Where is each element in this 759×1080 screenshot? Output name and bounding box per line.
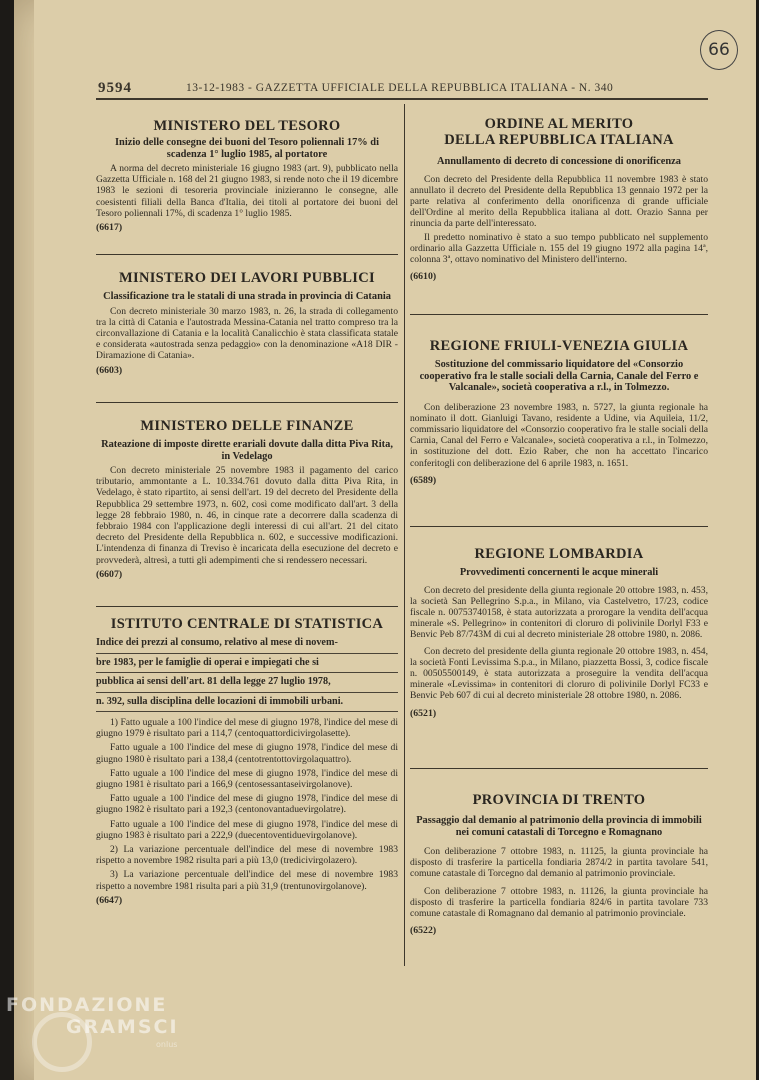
handwritten-page-mark: 66 bbox=[700, 30, 738, 70]
section-title: REGIONE LOMBARDIA bbox=[474, 546, 644, 562]
section-body: Con deliberazione 7 ottobre 1983, n. 11125, la giunta provinciale ha disposto di trasferire la particella fondiaria 2874/2 in partita tavolare 541, comune catastale di Torcegno dal demanio al patrimonio provinciale. bbox=[410, 846, 708, 880]
list-item: 1) Fatto uguale a 100 l'indice del mese di giugno 1978, l'indice del mese di giugno 1979 è risultato pari a 114,7 (centoquattordicivirgolasette). bbox=[96, 717, 398, 740]
section-subtitle: Annullamento di decreto di concessione di onorificenza bbox=[437, 156, 681, 167]
section-subtitle: Inizio delle consegne dei buoni del Tesoro poliennali 17% di scadenza 1° luglio 1985, al portatore bbox=[115, 137, 379, 160]
watermark bbox=[6, 992, 206, 1072]
section-separator bbox=[96, 606, 398, 607]
section-trento bbox=[410, 792, 708, 936]
subtitle-line: bre 1983, per le famiglie di operai e impiegati che si bbox=[96, 654, 398, 674]
right-column bbox=[410, 104, 708, 974]
watermark-line3: onlus bbox=[156, 1040, 178, 1049]
section-tesoro bbox=[96, 118, 398, 233]
section-title: MINISTERO DEI LAVORI PUBBLICI bbox=[119, 270, 375, 286]
section-body: Il predetto nominativo è stato a suo tempo pubblicato nel supplemento ordinario alla Gazzetta Ufficiale n. 155 del 19 giugno 1972 alla pagina 14ª, colonna 3ª, ottavo nominativo del Ministero dell'interno. bbox=[410, 231, 708, 265]
section-istat bbox=[96, 616, 398, 906]
section-title: ISTITUTO CENTRALE DI STATISTICA bbox=[110, 616, 384, 632]
section-title: MINISTERO DELLE FINANZE bbox=[140, 418, 354, 434]
section-finanze bbox=[96, 418, 398, 580]
watermark-line1: FONDAZIONE bbox=[6, 994, 168, 1016]
section-subtitle: Sostituzione del commissario liquidatore del «Consorzio cooperativo fra le stalle sociali della Carnia, Canale del Ferro e Valcanale», società cooperativa a r.l., in Tolmezzo. bbox=[419, 359, 699, 393]
section-body: Con deliberazione 23 novembre 1983, n. 5727, la giunta regionale ha nominato il dott. Gianluigi Tavano, residente a Udine, via Aquileia, 11/2, commissario liquidatore del «Consorzio cooperativo fra le stalle sociali della Carnia, Canal del Ferro e Valcanale», società cooperativa a r.l., in Tolmezzo, in sostituzione del dott. Ezio Raber, che non ha accettato l'incarico conferitogli con deliberazione del 6 aprile 1983, n. 1651. bbox=[410, 401, 708, 469]
section-separator bbox=[96, 254, 398, 255]
section-title-line2: DELLA REPUBBLICA ITALIANA bbox=[444, 132, 674, 148]
section-lombardia bbox=[410, 546, 708, 719]
section-ref: (6647) bbox=[96, 894, 123, 906]
section-subtitle bbox=[96, 634, 398, 712]
section-ref: (6610) bbox=[410, 271, 437, 283]
section-ref: (6522) bbox=[410, 925, 437, 937]
section-subtitle: Rateazione di imposte dirette erariali dovute dalla ditta Piva Rita, in Vedelago bbox=[101, 439, 393, 462]
list-item: Fatto uguale a 100 l'indice del mese di giugno 1978, l'indice del mese di giugno 1983 è risultato pari a 222,9 (duecentoventiduevirgolanove). bbox=[96, 818, 398, 841]
section-separator bbox=[410, 768, 708, 769]
section-subtitle: Classificazione tra le statali di una strada in provincia di Catania bbox=[103, 291, 391, 302]
watermark-line2: GRAMSCI bbox=[66, 1016, 179, 1038]
section-ref: (6607) bbox=[96, 568, 123, 580]
section-title: PROVINCIA DI TRENTO bbox=[472, 792, 646, 808]
page-number: 9594 bbox=[98, 80, 132, 96]
list-item: Fatto uguale a 100 l'indice del mese di giugno 1978, l'indice del mese di giugno 1982 è risultato pari a 192,3 (centonovantaduevirgolatre). bbox=[96, 793, 398, 816]
section-separator bbox=[410, 314, 708, 315]
section-body: Con decreto del Presidente della Repubblica 11 novembre 1983 è stato annullato il decreto del Presidente della Repubblica 13 gennaio 1972 per la parte relativa al conferimento della onorificenza di grande ufficiale dell'Ordine al merito della Repubblica italiana al dott. Orazio Sanna per rinuncia da parte dell'interessato. bbox=[410, 173, 708, 230]
section-body: Con decreto ministeriale 30 marzo 1983, n. 26, la strada di collegamento tra la città di Catania e l'autostrada Messina-Catania nel tratto compreso tra la circonvallazione di Catania e la località Canalicchio è stata classificata statale e considerata «autostrada senza pedaggio» con la denominazione «A18 DIR - Diramazione di Catania». bbox=[96, 305, 398, 362]
section-separator bbox=[410, 526, 708, 527]
section-ordine bbox=[410, 116, 708, 282]
list-item: 2) La variazione percentuale dell'indice del mese di novembre 1983 rispetto a novembre 1982 risulta pari a più 13,0 (tredicivirgolazero). bbox=[96, 844, 398, 867]
section-ref: (6589) bbox=[410, 474, 437, 486]
section-subtitle: Provvedimenti concernenti le acque minerali bbox=[459, 567, 659, 578]
left-column bbox=[96, 104, 398, 974]
section-friuli bbox=[410, 338, 708, 486]
section-body: Con decreto del presidente della giunta regionale 20 ottobre 1983, n. 453, la società San Pellegrino S.p.a., in Milano, via Castelvetro, 17/23, codice fiscale n. 00753740158, è stata autorizzata a prorogare la vendita dell'acqua minerale «S. Pellegrino» in contenitori di cloruro di polivinile Dorlyl F33 e Benvic Peb 87/743M di cui al decreto ministeriale 28 ottobre 1980, n. 2086. bbox=[410, 584, 708, 641]
section-body: Con decreto del presidente della giunta regionale 20 ottobre 1983, n. 454, la società Fonti Levissima S.p.a., in Milano, piazzetta Bossi, 3, codice fiscale n. 00505500149, è stata autorizzata a proseguire la vendita dell'acqua minerale «Levissima» in contenitori di cloruro di polivinile Dorlyl FC33 e Benvic Peb 607 di cui al decreto ministeriale 28 ottobre 1980, n. 2086. bbox=[410, 645, 708, 702]
section-lavori bbox=[96, 270, 398, 376]
subtitle-line: Indice dei prezzi al consumo, relativo al mese di novem- bbox=[96, 634, 398, 654]
header-line: 13-12-1983 - GAZZETTA UFFICIALE DELLA REPUBBLICA ITALIANA - N. 340 bbox=[186, 82, 614, 94]
subtitle-line: n. 392, sulla disciplina delle locazioni di immobili urbani. bbox=[96, 693, 398, 713]
section-body: A norma del decreto ministeriale 16 giugno 1983 (art. 9), pubblicato nella Gazzetta Ufficiale n. 168 del 21 giugno 1983, si rende noto che il 19 dicembre 1983 le sezioni di tesoreria provinciale inizieranno le consegne, alle coesistenti filiali della Banca d'Italia, dei titoli al portatore dei buoni del Tesoro poliennali 17%, di scadenza 1° luglio 1985. bbox=[96, 163, 398, 219]
section-ref: (6617) bbox=[96, 222, 123, 234]
section-title: MINISTERO DEL TESORO bbox=[153, 118, 341, 134]
section-subtitle: Passaggio dal demanio al patrimonio della provincia di immobili nei comuni catastali di Torcegno e Romagnano bbox=[416, 815, 702, 838]
section-title-line1: ORDINE AL MERITO bbox=[484, 116, 634, 132]
list-item: Fatto uguale a 100 l'indice del mese di giugno 1978, l'indice del mese di giugno 1980 è risultato pari a 138,4 (centotrentottovirgolaquattro). bbox=[96, 742, 398, 765]
list-item: 3) La variazione percentuale dell'indice del mese di novembre 1983 rispetto a novembre 1981 risulta pari a più 31,9 (trentunovirgolanove). bbox=[96, 869, 398, 892]
page-header bbox=[98, 80, 708, 98]
section-title: REGIONE FRIULI-VENEZIA GIULIA bbox=[429, 338, 689, 354]
column-divider bbox=[404, 104, 405, 966]
subtitle-line: pubblica ai sensi dell'art. 81 della legge 27 luglio 1978, bbox=[96, 673, 398, 693]
section-ref: (6603) bbox=[96, 364, 123, 376]
section-body: Con deliberazione 7 ottobre 1983, n. 11126, la giunta provinciale ha disposto di trasferire la particella fondiaria 824/6 in partita tavolare 733 comune catastale di Romagnano dal demanio al patrimonio provinciale. bbox=[410, 885, 708, 920]
section-ref: (6521) bbox=[410, 707, 437, 719]
section-body: Con decreto ministeriale 25 novembre 1983 il pagamento del carico tributario, ammontante a L. 10.334.761 dovuto dalla ditta Piva Rita, in Vedelago, è stato ripartito, ai sensi dell'art. 19 del decreto del Presidente della Repubblica 29 settembre 1973, n. 602, così come modificato dall'art. 3 della legge 28 febbraio 1980, n. 46, in cinque rate a decorrere dalla scadenza di febbraio 1984 con l'applicazione degli interessi di cui all'art. 21 del citato decreto del Presidente della Repubblica n. 602, e successive modificazioni. L'intendenza di finanza di Treviso è incaricata della esecuzione del decreto e provvederà, altresì, a tutti gli adempimenti che si rendessero necessari. bbox=[96, 465, 398, 566]
section-separator bbox=[96, 402, 398, 403]
header-rule bbox=[96, 98, 708, 100]
list-item: Fatto uguale a 100 l'indice del mese di giugno 1978, l'indice del mese di giugno 1981 è risultato pari a 166,9 (centosessantaseivirgolanove). bbox=[96, 767, 398, 791]
